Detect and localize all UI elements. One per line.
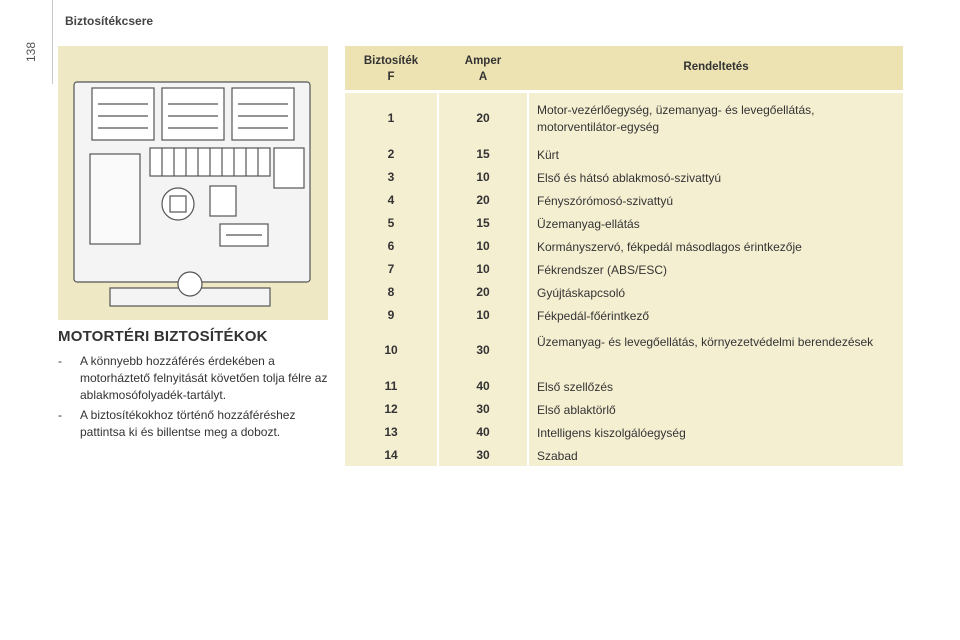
fuse-amper: 15 [476, 216, 490, 230]
fuse-amper: 10 [476, 308, 490, 322]
instruction-item [58, 353, 338, 404]
margin-rule [52, 0, 53, 84]
table-row [345, 332, 903, 372]
fuse-number: 9 [387, 308, 395, 322]
fuse-purpose: Üzemanyag- és levegőellátás, környezetvédelmi berendezések [537, 335, 874, 349]
fuse-number: 1 [387, 111, 395, 125]
fuse-amper: 40 [476, 425, 490, 439]
fuse-purpose: Szabad [537, 449, 578, 463]
fuse-purpose: Első szellőzés [537, 380, 614, 394]
fuse-amper: 30 [476, 343, 490, 357]
fuse-number: 4 [387, 193, 395, 207]
fuse-amper: 15 [476, 147, 490, 161]
fuse-box-image-panel [58, 46, 328, 320]
fuse-number: 10 [384, 343, 398, 357]
fuse-box-illustration-icon [70, 74, 316, 310]
instruction-text: A biztosítékokhoz történő hozzáféréshez pattintsa ki és billentse meg a dobozt. [80, 408, 296, 439]
header-separator [345, 90, 903, 93]
column-divider [527, 90, 529, 466]
fuse-purpose: Motor-vezérlőegység, üzemanyag- és levegőellátás, motorventilátor-egység [537, 103, 815, 134]
fuse-purpose: Első ablaktörlő [537, 403, 616, 417]
fuse-number: 13 [384, 425, 398, 439]
bullet-dash: - [58, 408, 62, 422]
fuse-number: 14 [384, 448, 398, 462]
fuse-purpose: Üzemanyag-ellátás [537, 217, 640, 231]
fuse-purpose: Intelligens kiszolgálóegység [537, 426, 686, 440]
header-amper-label: Amper [464, 55, 502, 67]
fuse-number: 8 [387, 285, 395, 299]
fuse-amper: 10 [476, 170, 490, 184]
fuse-purpose: Első és hátsó ablakmosó-szivattyú [537, 171, 722, 185]
fuse-number: 5 [387, 216, 395, 230]
table-row [345, 100, 903, 140]
page-header: Biztosítékcsere [65, 14, 154, 28]
fuse-amper: 40 [476, 379, 490, 393]
fuse-number: 2 [387, 147, 395, 161]
header-fuse-label: Biztosíték [363, 55, 419, 67]
fuse-amper: 30 [476, 402, 490, 416]
bullet-dash: - [58, 354, 62, 368]
fuse-number: 7 [387, 262, 395, 276]
fuse-amper: 20 [476, 285, 490, 299]
fuse-amper: 20 [476, 193, 490, 207]
fuse-amper: 20 [476, 111, 490, 125]
header-fuse-unit: F [387, 71, 395, 83]
fuse-purpose: Kürt [537, 148, 560, 162]
section-title: MOTORTÉRI BIZTOSÍTÉKOK [58, 328, 268, 345]
table-header [345, 46, 903, 90]
fuse-amper: 30 [476, 448, 490, 462]
instruction-text: A könnyebb hozzáférés érdekében a motorháztető felnyitását követően tolja félre az ablakmosófolyadék-tartályt. [80, 354, 328, 402]
fuse-purpose: Fékrendszer (ABS/ESC) [537, 263, 668, 277]
instruction-item [58, 407, 338, 441]
fuse-purpose: Fényszórómosó-szivattyú [537, 194, 674, 208]
header-fuse [345, 53, 437, 85]
fuse-amper: 10 [476, 239, 490, 253]
fuse-purpose: Gyújtáskapcsoló [537, 286, 626, 300]
header-amper [439, 53, 527, 85]
fuse-number: 11 [384, 379, 398, 393]
header-purpose: Rendeltetés [683, 61, 749, 73]
fuse-purpose: Fékpedál-főérintkező [537, 309, 650, 323]
fuse-table [345, 46, 903, 466]
fuse-number: 6 [387, 239, 395, 253]
fuse-amper: 10 [476, 262, 490, 276]
header-amper-unit: A [478, 71, 488, 83]
fuse-purpose: Kormányszervó, fékpedál másodlagos érintkezője [537, 240, 802, 254]
instructions-list [58, 353, 338, 444]
fuse-number: 12 [384, 402, 398, 416]
page-number: 138 [24, 41, 38, 62]
fuse-number: 3 [387, 170, 395, 184]
